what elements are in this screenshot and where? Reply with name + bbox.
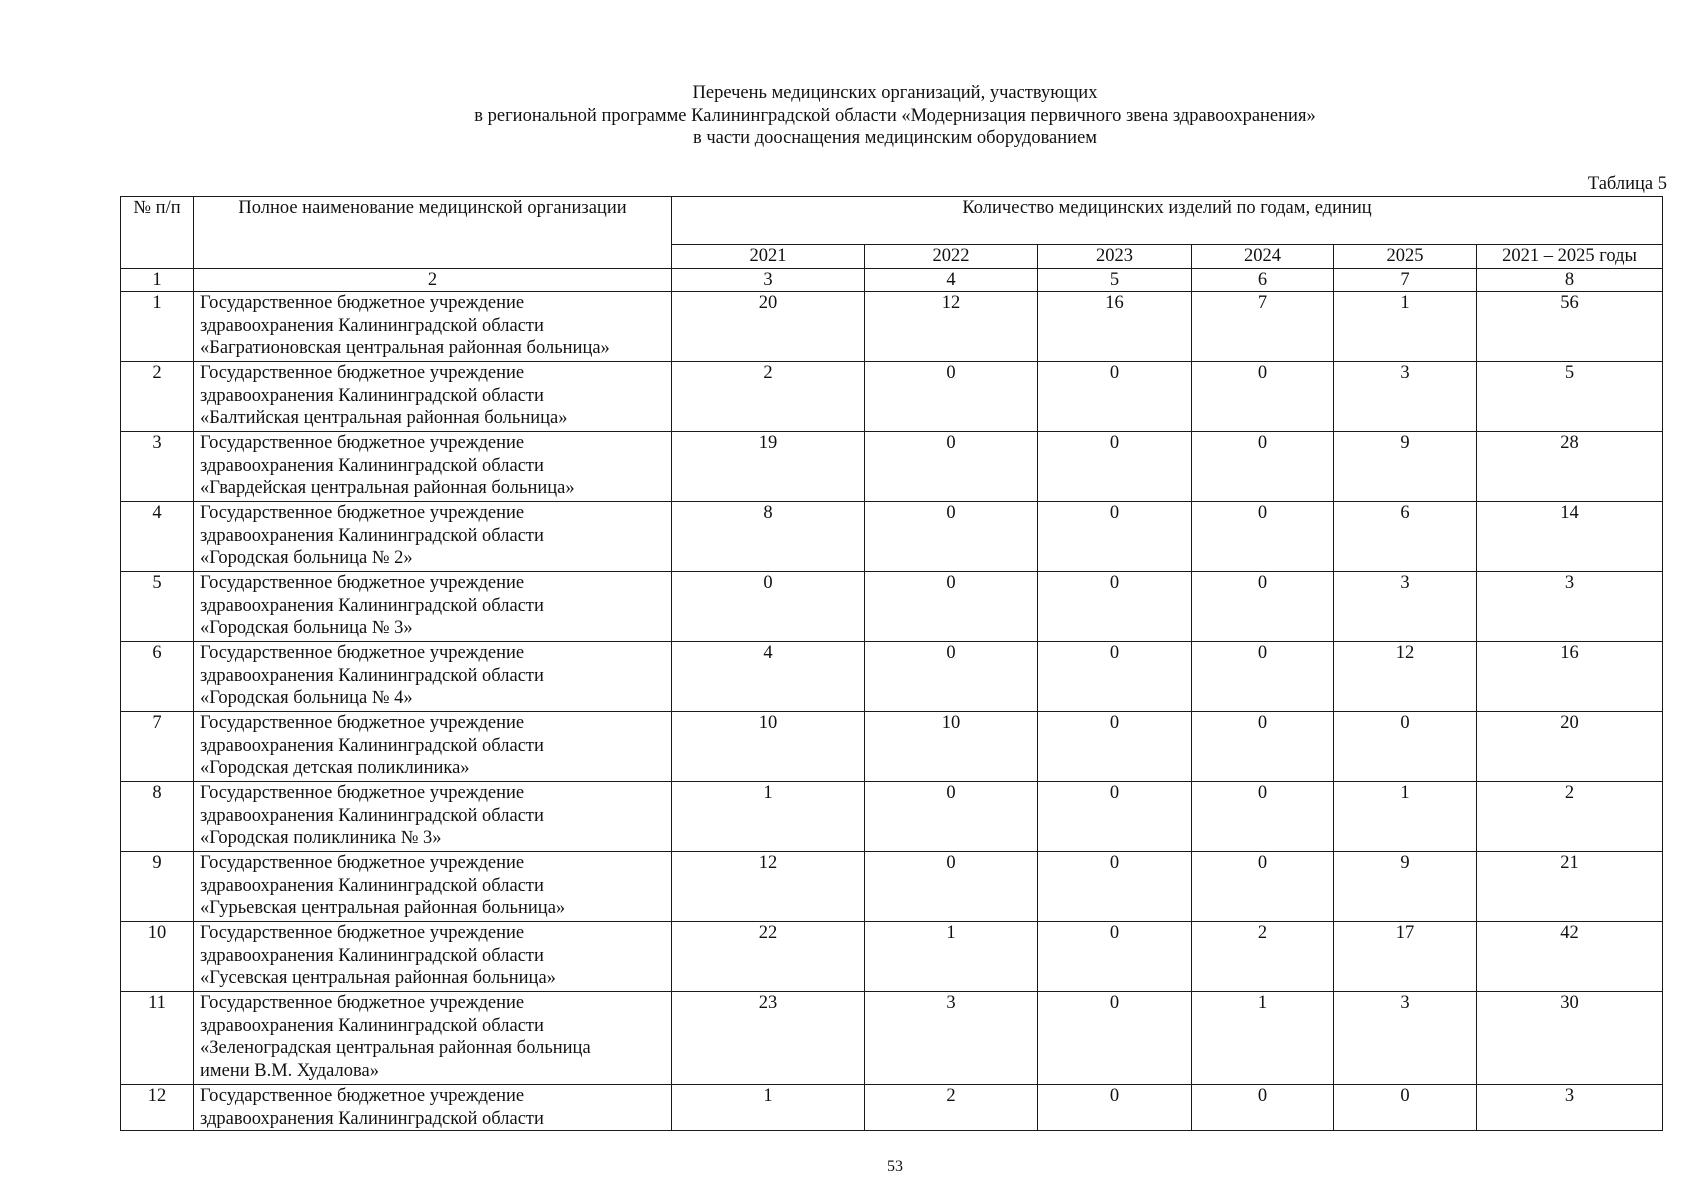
organization-name (194, 292, 672, 362)
year-value: 16 (1038, 292, 1192, 362)
organization-name-line: здравоохранения Калининградской области (200, 665, 544, 686)
header-year: 2021 (672, 245, 865, 269)
column-number: 2 (194, 268, 672, 292)
total-value: 56 (1477, 292, 1663, 362)
title-line-2: в региональной программе Калининградской области «Модернизация первичного звена здравоохранения» (474, 105, 1316, 126)
organization-name (194, 922, 672, 992)
column-number: 3 (672, 268, 865, 292)
year-value: 10 (865, 712, 1038, 782)
year-value: 3 (1334, 992, 1477, 1085)
organization-name (194, 712, 672, 782)
organization-name-line: Государственное бюджетное учреждение (200, 923, 525, 943)
year-value: 17 (1334, 922, 1477, 992)
year-value: 1 (1192, 992, 1334, 1085)
organization-name-line: «Городская поликлиника № 3» (200, 828, 442, 848)
row-number: 2 (121, 362, 194, 432)
header-year: 2023 (1038, 245, 1192, 269)
year-value: 1 (1334, 292, 1477, 362)
organization-name-line: «Багратионовская центральная районная больница» (200, 338, 610, 358)
row-number: 5 (121, 572, 194, 642)
organization-name-line: здравоохранения Калининградской области (200, 315, 544, 336)
year-value: 0 (1334, 712, 1477, 782)
year-value: 0 (865, 852, 1038, 922)
organization-name-line: здравоохранения Калининградской области (200, 875, 544, 896)
column-number: 4 (865, 268, 1038, 292)
title-line-3: в части дооснащения медицинским оборудованием (693, 128, 1097, 148)
year-value: 0 (672, 572, 865, 642)
table-row (121, 642, 1663, 712)
organization-name-line: «Городская больница № 4» (200, 688, 413, 708)
column-number: 1 (121, 268, 194, 292)
organization-name-line: здравоохранения Калининградской области (200, 1015, 544, 1036)
organization-name-line: Государственное бюджетное учреждение (200, 363, 525, 383)
year-value: 0 (1192, 572, 1334, 642)
year-value: 9 (1334, 432, 1477, 502)
total-value: 28 (1477, 432, 1663, 502)
organization-name-line: Государственное бюджетное учреждение (200, 713, 525, 733)
header-quantity: Количество медицинских изделий по годам, единиц (672, 197, 1663, 245)
year-value: 1 (865, 922, 1038, 992)
organization-name (194, 992, 672, 1085)
title-line-1: Перечень медицинских организаций, участвующих (692, 83, 1098, 103)
year-value: 12 (865, 292, 1038, 362)
organization-name-line: «Гурьевская центральная районная больница» (200, 898, 566, 918)
year-value: 0 (1038, 1085, 1192, 1131)
year-value: 7 (1192, 292, 1334, 362)
organization-name (194, 362, 672, 432)
year-value: 23 (672, 992, 865, 1085)
year-value: 0 (865, 362, 1038, 432)
table-row (121, 922, 1663, 992)
year-value: 3 (1334, 572, 1477, 642)
row-number: 11 (121, 992, 194, 1085)
year-value: 0 (1192, 712, 1334, 782)
table-row (121, 362, 1663, 432)
year-value: 0 (1192, 502, 1334, 572)
organization-name (194, 1085, 672, 1131)
organization-name (194, 852, 672, 922)
year-value: 12 (672, 852, 865, 922)
year-value: 1 (1334, 782, 1477, 852)
organization-name-line: «Гусевская центральная районная больница» (200, 968, 556, 988)
year-value: 0 (1334, 1085, 1477, 1131)
header-year: 2022 (865, 245, 1038, 269)
year-value: 4 (672, 642, 865, 712)
year-value: 19 (672, 432, 865, 502)
organization-name-line: Государственное бюджетное учреждение (200, 783, 525, 803)
organization-name-line: Государственное бюджетное учреждение (200, 643, 525, 663)
row-number: 12 (121, 1085, 194, 1131)
year-value: 3 (1334, 362, 1477, 432)
year-value: 0 (1038, 502, 1192, 572)
year-value: 0 (1038, 922, 1192, 992)
year-value: 0 (865, 432, 1038, 502)
organization-name (194, 432, 672, 502)
organization-name-line: здравоохранения Калининградской области (200, 1108, 544, 1129)
organization-name-line: «Городская больница № 3» (200, 618, 413, 638)
total-value: 42 (1477, 922, 1663, 992)
year-value: 0 (1038, 782, 1192, 852)
row-number: 7 (121, 712, 194, 782)
row-number: 6 (121, 642, 194, 712)
table-row (121, 1085, 1663, 1131)
organization-name-line: здравоохранения Калининградской области (200, 455, 544, 476)
table-row (121, 852, 1663, 922)
total-value: 30 (1477, 992, 1663, 1085)
year-value: 1 (672, 1085, 865, 1131)
year-value: 0 (1038, 852, 1192, 922)
organization-name (194, 572, 672, 642)
table-row (121, 292, 1663, 362)
row-number: 4 (121, 502, 194, 572)
year-value: 0 (1038, 572, 1192, 642)
total-value: 3 (1477, 1085, 1663, 1131)
header-name: Полное наименование медицинской организации (194, 197, 672, 269)
organization-name-line: Государственное бюджетное учреждение (200, 573, 525, 593)
year-value: 0 (1192, 642, 1334, 712)
organization-name (194, 642, 672, 712)
organization-name-line: «Балтийская центральная районная больница» (200, 408, 568, 428)
total-value: 5 (1477, 362, 1663, 432)
organization-name-line: здравоохранения Калининградской области (200, 595, 544, 616)
organization-name-line: «Городская больница № 2» (200, 548, 413, 568)
year-value: 0 (865, 572, 1038, 642)
organization-name (194, 782, 672, 852)
year-value: 3 (865, 992, 1038, 1085)
organization-name-line: Государственное бюджетное учреждение (200, 993, 525, 1013)
row-number: 8 (121, 782, 194, 852)
organization-name-line: имени В.М. Худалова» (200, 1060, 379, 1081)
total-value: 16 (1477, 642, 1663, 712)
year-value: 12 (1334, 642, 1477, 712)
row-number: 9 (121, 852, 194, 922)
header-year-total: 2021 – 2025 годы (1477, 245, 1663, 269)
row-number: 3 (121, 432, 194, 502)
table-label: Таблица 5 (1587, 174, 1667, 194)
column-number: 7 (1334, 268, 1477, 292)
total-value: 20 (1477, 712, 1663, 782)
table-row (121, 782, 1663, 852)
year-value: 0 (1038, 712, 1192, 782)
year-value: 0 (865, 782, 1038, 852)
organization-name-line: «Гвардейская центральная районная больница» (200, 478, 575, 498)
organization-name-line: «Городская детская поликлиника» (200, 758, 470, 778)
row-number: 1 (121, 292, 194, 362)
total-value: 14 (1477, 502, 1663, 572)
organization-name-line: здравоохранения Калининградской области (200, 945, 544, 966)
organization-name-line: здравоохранения Калининградской области (200, 525, 544, 546)
page-number: 53 (887, 1158, 903, 1175)
row-number: 10 (121, 922, 194, 992)
total-value: 21 (1477, 852, 1663, 922)
table-row (121, 992, 1663, 1085)
organization-name-line: Государственное бюджетное учреждение (200, 503, 525, 523)
document-title (0, 82, 1697, 150)
organization-name-line: Государственное бюджетное учреждение (200, 433, 525, 453)
column-number: 5 (1038, 268, 1192, 292)
table-row (121, 432, 1663, 502)
year-value: 0 (865, 642, 1038, 712)
year-value: 10 (672, 712, 865, 782)
year-value: 1 (672, 782, 865, 852)
year-value: 0 (1192, 852, 1334, 922)
year-value: 2 (672, 362, 865, 432)
year-value: 0 (1192, 432, 1334, 502)
year-value: 0 (1038, 642, 1192, 712)
year-value: 0 (1192, 362, 1334, 432)
year-value: 0 (1192, 782, 1334, 852)
year-value: 0 (865, 502, 1038, 572)
year-value: 0 (1038, 432, 1192, 502)
organization-name-line: Государственное бюджетное учреждение (200, 853, 525, 873)
year-value: 0 (1038, 992, 1192, 1085)
table-row (121, 502, 1663, 572)
total-value: 2 (1477, 782, 1663, 852)
total-value: 3 (1477, 572, 1663, 642)
organization-name-line: здравоохранения Калининградской области (200, 385, 544, 406)
organization-name-line: здравоохранения Калининградской области (200, 735, 544, 756)
year-value: 22 (672, 922, 865, 992)
organization-name-line: здравоохранения Калининградской области (200, 805, 544, 826)
header-year: 2024 (1192, 245, 1334, 269)
table-row (121, 572, 1663, 642)
organization-name-line: Государственное бюджетное учреждение (200, 1086, 525, 1106)
header-num: № п/п (121, 197, 194, 269)
organization-name-line: «Зеленоградская центральная районная больница (200, 1038, 591, 1058)
year-value: 8 (672, 502, 865, 572)
column-number: 8 (1477, 268, 1663, 292)
organization-name (194, 502, 672, 572)
year-value: 2 (1192, 922, 1334, 992)
header-year: 2025 (1334, 245, 1477, 269)
year-value: 2 (865, 1085, 1038, 1131)
organization-name-line: Государственное бюджетное учреждение (200, 293, 525, 313)
column-number: 6 (1192, 268, 1334, 292)
year-value: 6 (1334, 502, 1477, 572)
year-value: 9 (1334, 852, 1477, 922)
table-body (121, 292, 1663, 1131)
organizations-table (120, 196, 1663, 1131)
year-value: 0 (1038, 362, 1192, 432)
year-value: 0 (1192, 1085, 1334, 1131)
year-value: 20 (672, 292, 865, 362)
table-row (121, 712, 1663, 782)
